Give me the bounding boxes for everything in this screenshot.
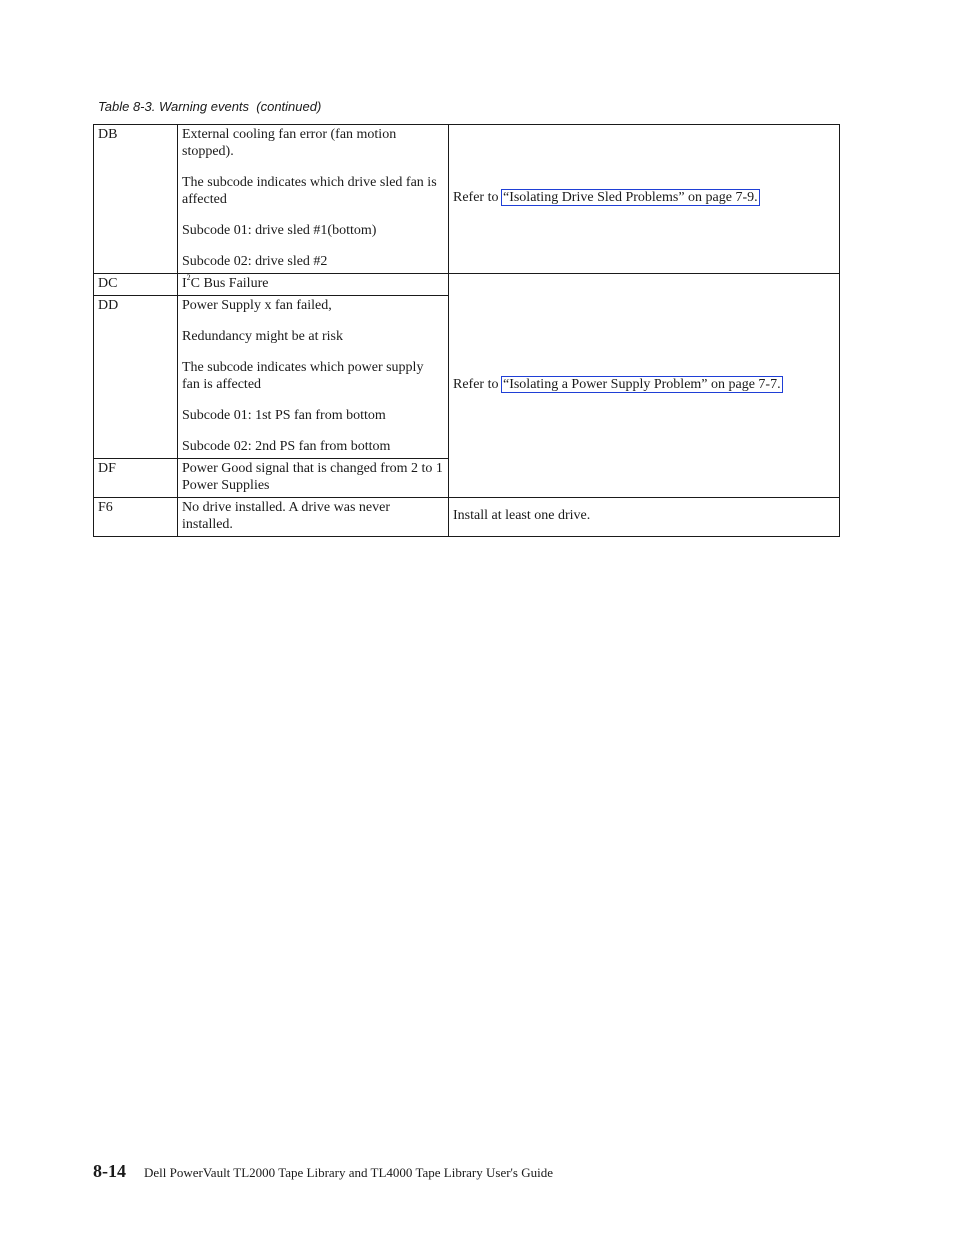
table-row-db xyxy=(94,125,840,274)
book-title: Dell PowerVault TL2000 Tape Library and TL4000 Tape Library User's Guide xyxy=(144,1165,553,1180)
page-number: 8-14 xyxy=(93,1161,126,1181)
description-line: Subcode 02: drive sled #2 xyxy=(182,254,328,269)
description-line: The subcode indicates which power supply fan is affected xyxy=(182,360,424,392)
i2c-superscript: 2 xyxy=(186,273,191,282)
description-line: External cooling fan error (fan motion stopped). xyxy=(182,127,397,159)
event-description-f6 xyxy=(178,498,449,537)
event-action-power xyxy=(449,274,840,498)
event-code-f6: F6 xyxy=(94,498,178,537)
i2c-prefix: I xyxy=(182,276,187,291)
description-line: Redundancy might be at risk xyxy=(182,329,343,344)
event-code-df: DF xyxy=(94,459,178,498)
description-line: No drive installed. A drive was never installed. xyxy=(182,500,391,532)
event-code-dd: DD xyxy=(94,296,178,459)
event-description-df xyxy=(178,459,449,498)
page-footer xyxy=(93,1161,553,1182)
action-prefix: Refer to xyxy=(453,376,499,392)
event-action-db xyxy=(449,125,840,274)
event-description-dd xyxy=(178,296,449,459)
description-line: The subcode indicates which drive sled fan is affected xyxy=(182,175,437,207)
description-line: Subcode 01: 1st PS fan from bottom xyxy=(182,408,386,423)
event-action-f6: Install at least one drive. xyxy=(449,498,840,537)
description-line: Subcode 01: drive sled #1(bottom) xyxy=(182,223,377,238)
i2c-rest: C Bus Failure xyxy=(190,276,269,291)
warning-events-table xyxy=(93,124,840,537)
description-line: Subcode 02: 2nd PS fan from bottom xyxy=(182,439,391,454)
description-line: Power Supply x fan failed, xyxy=(182,298,332,313)
event-description-db xyxy=(178,125,449,274)
description-line: Power Good signal that is changed from 2 to 1 Power Supplies xyxy=(182,461,443,493)
drive-sled-problems-link[interactable]: “Isolating Drive Sled Problems” on page 7-9. xyxy=(502,190,758,205)
event-description-dc xyxy=(178,274,449,296)
power-supply-problem-link[interactable]: “Isolating a Power Supply Problem” on page 7-7. xyxy=(502,376,781,392)
table-caption: Table 8-3. Warning events (continued) xyxy=(98,99,322,114)
action-prefix: Refer to xyxy=(453,190,499,205)
table-row-f6 xyxy=(94,498,840,537)
table-row-dc xyxy=(94,274,840,296)
event-code-dc: DC xyxy=(94,274,178,296)
event-code-db: DB xyxy=(94,125,178,274)
